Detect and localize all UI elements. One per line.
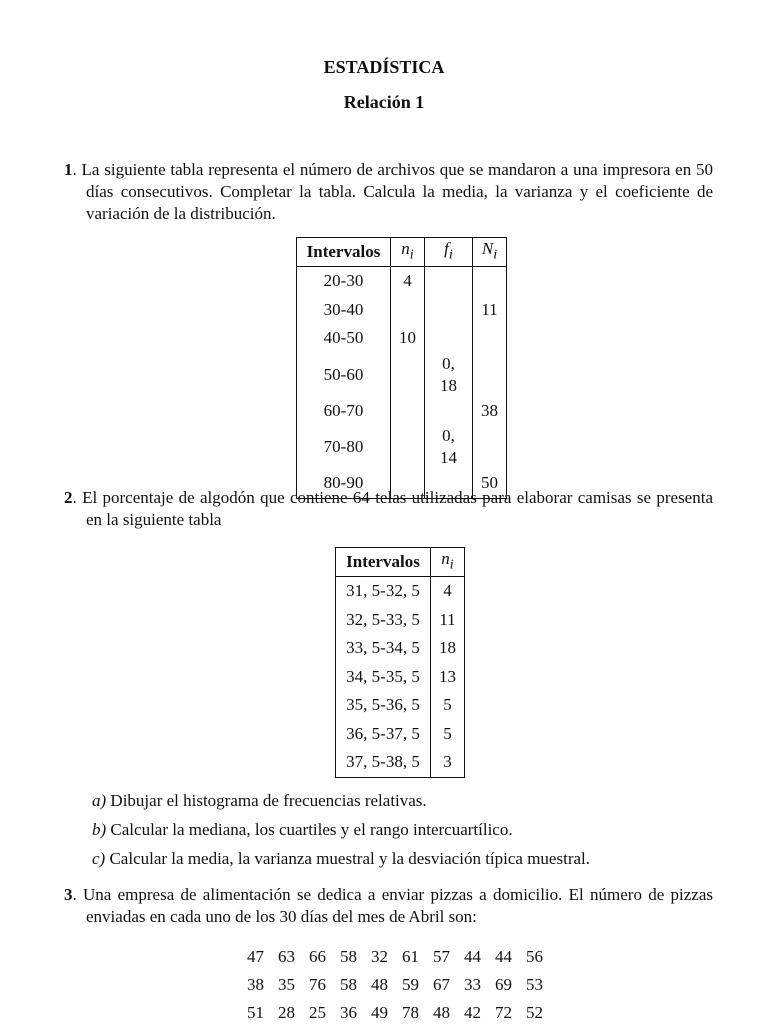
table-row <box>336 634 465 663</box>
subitem-c: c) Calcular la media, la varianza muestral y la desviación típica muestral. <box>92 849 590 868</box>
data-value: 25 <box>309 1003 326 1022</box>
table-cell: 11 <box>473 296 507 325</box>
table-header-row <box>297 238 507 267</box>
table-cell: 0, 14 <box>425 425 473 469</box>
table-cell: 0, 18 <box>425 353 473 397</box>
data-row <box>240 1002 560 1030</box>
table-cell <box>425 397 473 426</box>
table-row <box>297 425 507 469</box>
table-cell: 18 <box>431 634 465 663</box>
data-value: 76 <box>309 975 326 994</box>
table-row <box>336 577 465 606</box>
table-cell: 32, 5-33, 5 <box>336 606 431 635</box>
table-cell: 4 <box>431 577 465 606</box>
data-value: 28 <box>278 1003 295 1022</box>
data-value: 32 <box>371 947 388 966</box>
data-value: 66 <box>309 947 326 966</box>
data-value: 38 <box>247 975 264 994</box>
table-row <box>336 691 465 720</box>
table-cell <box>425 267 473 296</box>
page-title: ESTADÍSTICA <box>323 57 445 77</box>
table-row <box>336 606 465 635</box>
data-value: 61 <box>402 947 419 966</box>
problem-2-number: 2 <box>64 488 73 507</box>
table-cell: 36, 5-37, 5 <box>336 720 431 749</box>
header-intervalos: Intervalos <box>336 548 431 577</box>
table-header-row <box>336 548 465 577</box>
frequency-table-2 <box>335 547 465 778</box>
data-value: 44 <box>464 947 481 966</box>
problem-1 <box>64 159 713 225</box>
data-row <box>240 974 560 1002</box>
table-cell <box>391 397 425 426</box>
pizza-data-grid <box>240 946 560 1030</box>
table-cell: 50 <box>473 469 507 498</box>
data-value: 51 <box>247 1003 264 1022</box>
table-cell: 35, 5-36, 5 <box>336 691 431 720</box>
table-cell: 70-80 <box>297 425 391 469</box>
subitem-b: b) Calcular la mediana, los cuartiles y el rango intercuartílico. <box>92 820 513 839</box>
problem-2-statement: 2. El porcentaje de algodón que contiene 64 telas utilizadas para elaborar camisas se presenta en la siguiente tabla <box>64 488 713 529</box>
data-value: 52 <box>526 1003 543 1022</box>
problem-3-number: 3 <box>64 885 73 904</box>
table-cell <box>425 296 473 325</box>
problem-3 <box>64 884 713 928</box>
table-row <box>297 353 507 397</box>
table-row <box>336 748 465 777</box>
table-cell: 4 <box>391 267 425 296</box>
header-Ni: $N_i$ <box>473 238 507 267</box>
data-value: 44 <box>495 947 512 966</box>
data-value: 69 <box>495 975 512 994</box>
table-cell <box>391 296 425 325</box>
data-value: 57 <box>433 947 450 966</box>
data-value: 35 <box>278 975 295 994</box>
data-value: 59 <box>402 975 419 994</box>
data-value: 63 <box>278 947 295 966</box>
table-cell: 37, 5-38, 5 <box>336 748 431 777</box>
data-value: 58 <box>340 975 357 994</box>
data-value: 72 <box>495 1003 512 1022</box>
table-row <box>297 296 507 325</box>
table-cell: 80-90 <box>297 469 391 498</box>
table-cell <box>391 353 425 397</box>
table-cell: 10 <box>391 324 425 353</box>
data-row <box>240 946 560 974</box>
table-cell: 34, 5-35, 5 <box>336 663 431 692</box>
data-value: 48 <box>433 1003 450 1022</box>
problem-2 <box>64 487 713 531</box>
problem-3-text: Una empresa de alimentación se dedica a enviar pizzas a domicilio. El número de pizzas enviadas en cada uno de los 30 días del mes de Abril son: <box>83 885 713 926</box>
table-cell <box>473 324 507 353</box>
table-row <box>336 720 465 749</box>
header-fi: $f_i$ <box>425 238 473 267</box>
table-cell: 11 <box>431 606 465 635</box>
table-cell: 20-30 <box>297 267 391 296</box>
data-value: 56 <box>526 947 543 966</box>
table-cell <box>473 353 507 397</box>
subitem-a: a) Dibujar el histograma de frecuencias relativas. <box>92 791 427 810</box>
table-cell: 38 <box>473 397 507 426</box>
data-value: 47 <box>247 947 264 966</box>
header-ni: $n_i$ <box>391 238 425 267</box>
problem-2-subitems <box>92 790 712 877</box>
table-cell: 30-40 <box>297 296 391 325</box>
data-value: 49 <box>371 1003 388 1022</box>
table-cell <box>473 425 507 469</box>
problem-1-text: La siguiente tabla representa el número de archivos que se mandaron a una impresora en 50 días consecutivos. Completar la tabla. Calcula la media, la varianza y el coeficiente de variación de la distribución. <box>81 160 713 223</box>
table-row <box>297 267 507 296</box>
data-value: 36 <box>340 1003 357 1022</box>
data-value: 33 <box>464 975 481 994</box>
problem-3-statement: 3. Una empresa de alimentación se dedica a enviar pizzas a domicilio. El número de pizzas enviadas en cada uno de los 30 días del mes de Abril son: <box>64 885 713 926</box>
table-cell: 3 <box>431 748 465 777</box>
table-cell: 31, 5-32, 5 <box>336 577 431 606</box>
data-value: 42 <box>464 1003 481 1022</box>
problem-2-text: El porcentaje de algodón que contiene 64 telas utilizadas para elaborar camisas se presenta en la siguiente tabla <box>82 488 713 529</box>
data-value: 58 <box>340 947 357 966</box>
table-cell: 33, 5-34, 5 <box>336 634 431 663</box>
table-cell <box>425 324 473 353</box>
page-subtitle: Relación 1 <box>343 92 425 112</box>
table-cell: 50-60 <box>297 353 391 397</box>
table-cell: 60-70 <box>297 397 391 426</box>
table-cell: 13 <box>431 663 465 692</box>
table-cell <box>473 267 507 296</box>
frequency-table-1 <box>296 237 507 499</box>
problem-1-number: 1 <box>64 160 73 179</box>
data-value: 53 <box>526 975 543 994</box>
table-cell <box>391 425 425 469</box>
data-value: 67 <box>433 975 450 994</box>
header-intervalos: Intervalos <box>297 238 391 267</box>
table-cell: 5 <box>431 691 465 720</box>
table-row <box>297 324 507 353</box>
table-cell: 5 <box>431 720 465 749</box>
problem-1-statement: 1. La siguiente tabla representa el número de archivos que se mandaron a una impresora en 50 días consecutivos. Completar la tabla. Calcula la media, la varianza y el coeficiente de variación de la distribución. <box>64 160 713 223</box>
data-value: 78 <box>402 1003 419 1022</box>
table-row <box>336 663 465 692</box>
header-ni: $n_i$ <box>431 548 465 577</box>
table-cell: 40-50 <box>297 324 391 353</box>
data-value: 48 <box>371 975 388 994</box>
table-row <box>297 397 507 426</box>
